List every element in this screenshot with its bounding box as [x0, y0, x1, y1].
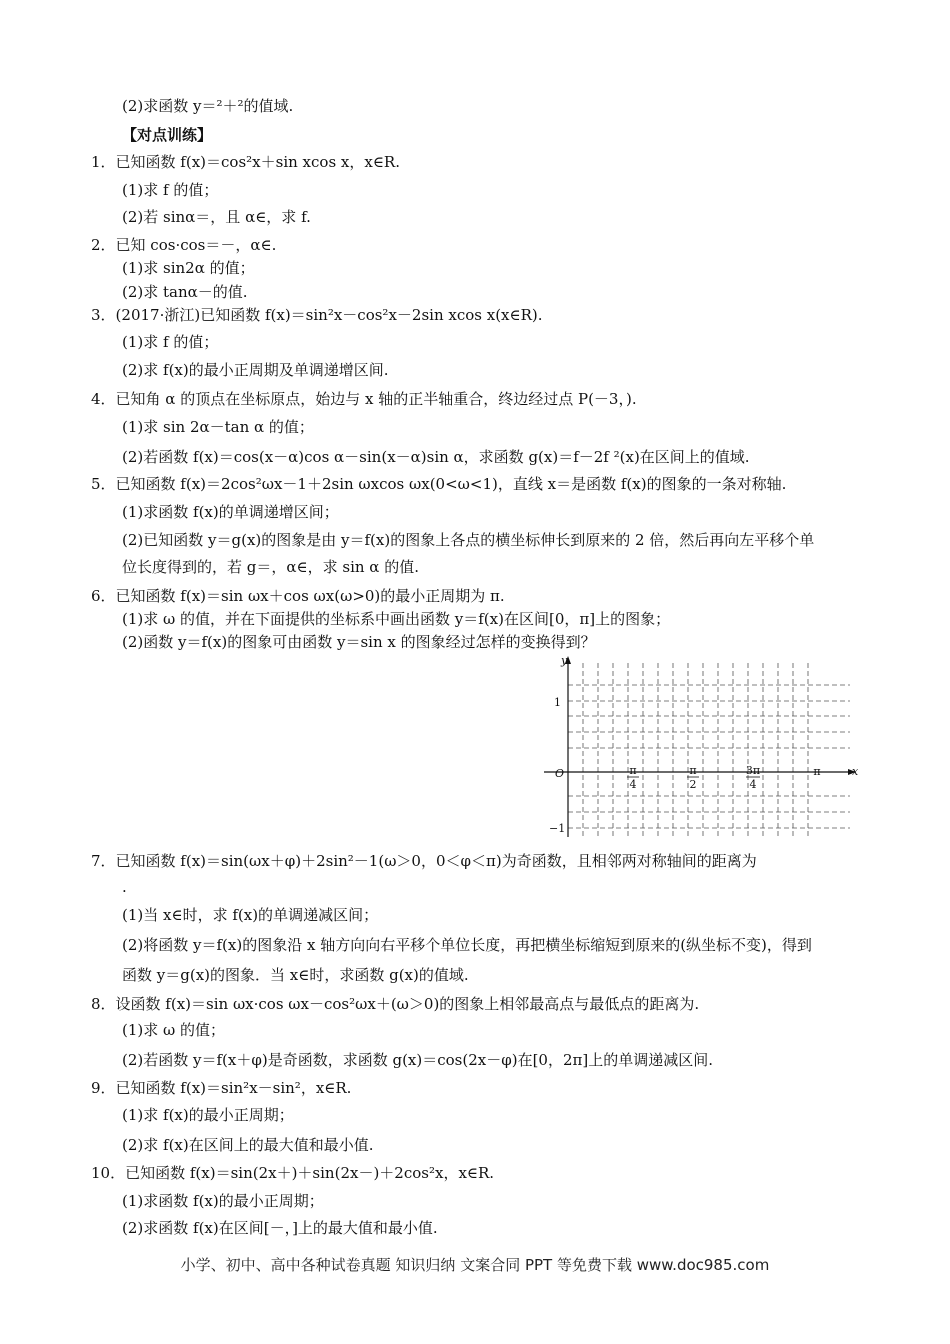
text-line: (2)将函数 y＝f(x)的图象沿 x 轴方向向右平移个单位长度，再把横坐标缩短到原来的(纵坐标不变)，得到: [122, 936, 812, 954]
question-4: 4．已知角 α 的顶点在坐标原点，始边与 x 轴的正半轴重合，终边经过点 P(－3，).: [91, 390, 637, 408]
text-line: 位长度得到的，若 g＝，α∈，求 sin α 的值.: [122, 558, 419, 576]
x-axis-label: x: [852, 765, 859, 778]
text-line: (1)求 f 的值；: [122, 333, 219, 351]
y-tick-label: 1: [554, 696, 561, 709]
y-tick-label: −1: [549, 822, 566, 835]
question-2: 2．已知 cos·cos＝－，α∈.: [91, 236, 277, 254]
text-line: (1)求 f 的值；: [122, 181, 219, 199]
question-3: 3．(2017·浙江)已知函数 f(x)＝sin²x－cos²x－2sin xcos x(x∈R).: [91, 306, 543, 324]
x-tick-denominator: 2: [689, 778, 697, 791]
origin-label: O: [555, 767, 565, 780]
text-line: (2)求 f(x)在区间上的最大值和最小值.: [122, 1136, 374, 1154]
text-line: (1)求 ω 的值，并在下面提供的坐标系中画出函数 y＝f(x)在区间[0，π]上的图象；: [122, 610, 671, 628]
text-line: (2)求函数 f(x)在区间[－，]上的最大值和最小值.: [122, 1219, 438, 1237]
question-8: 8．设函数 f(x)＝sin ωx·cos ωx－cos²ωx＋(ω＞0)的图象上相邻最高点与最低点的距离为.: [91, 995, 700, 1013]
x-tick-denominator: 4: [629, 778, 637, 791]
text-line: (2)若函数 y＝f(x＋φ)是奇函数，求函数 g(x)＝cos(2x－φ)在[0，2π]上的单调递减区间.: [122, 1051, 714, 1069]
text-line: (2)若函数 f(x)＝cos(x－α)cos α－sin(x－α)sin α，求函数 g(x)＝f－2f ²(x)在区间上的值域.: [122, 448, 750, 466]
question-7: 7．已知函数 f(x)＝sin(ωx＋φ)＋2sin²－1(ω＞0，0＜φ＜π)为奇函数，且相邻两对称轴间的距离为: [91, 852, 757, 870]
text-line: (2)函数 y＝f(x)的图象可由函数 y＝sin x 的图象经过怎样的变换得到？: [122, 633, 596, 651]
text-line: 函数 y＝g(x)的图象．当 x∈时，求函数 g(x)的值域.: [122, 966, 469, 984]
x-tick-numerator: 3π: [745, 764, 761, 777]
x-tick-numerator: π: [689, 764, 697, 777]
question-1: 1．已知函数 f(x)＝cos²x＋sin xcos x，x∈R.: [91, 153, 400, 171]
text-line: (1)求 f(x)的最小正周期；: [122, 1106, 294, 1124]
text-line: (2)求 f(x)的最小正周期及单调递增区间.: [122, 361, 389, 379]
section-heading: 【对点训练】: [122, 126, 213, 144]
question-9: 9．已知函数 f(x)＝sin²x－sin²，x∈R.: [91, 1079, 352, 1097]
y-axis-label: y: [561, 654, 568, 667]
text-line: (1)求函数 f(x)的单调递增区间；: [122, 503, 339, 521]
x-tick-denominator: 4: [749, 778, 757, 791]
text-line: (2)若 sinα＝，且 α∈，求 f.: [122, 208, 311, 226]
question-10: 10．已知函数 f(x)＝sin(2x＋)＋sin(2x－)＋2cos²x，x∈R.: [91, 1164, 495, 1182]
text-line: (2)已知函数 y＝g(x)的图象是由 y＝f(x)的图象上各点的横坐标伸长到原来的 2 倍，然后再向左平移个单: [122, 531, 815, 549]
text-line: (1)当 x∈时，求 f(x)的单调递减区间；: [122, 906, 379, 924]
footer-ad-text: 小学、初中、高中各种试卷真题 知识归纳 文案合同 PPT 等免费下载 www.doc985.com: [180, 1256, 770, 1274]
text-line: (2)求函数 y＝²＋²的值域.: [122, 97, 294, 115]
coordinate-grid: [538, 653, 868, 845]
text-line: (2)求 tanα－的值.: [122, 283, 248, 301]
text-line: (1)求函数 f(x)的最小正周期；: [122, 1192, 324, 1210]
text-line: .: [122, 878, 127, 896]
x-tick-label: π: [813, 765, 821, 778]
question-6: 6．已知函数 f(x)＝sin ωx＋cos ωx(ω>0)的最小正周期为 π.: [91, 587, 505, 605]
grid-lines: [568, 663, 850, 837]
question-5: 5．已知函数 f(x)＝2cos²ωx－1＋2sin ωxcos ωx(0<ω<1)，直线 x＝是函数 f(x)的图象的一条对称轴.: [91, 475, 787, 493]
text-line: (1)求 ω 的值；: [122, 1021, 226, 1039]
x-tick-numerator: π: [629, 764, 637, 777]
text-line: (1)求 sin 2α－tan α 的值；: [122, 418, 314, 436]
text-line: (1)求 sin2α 的值；: [122, 259, 255, 277]
